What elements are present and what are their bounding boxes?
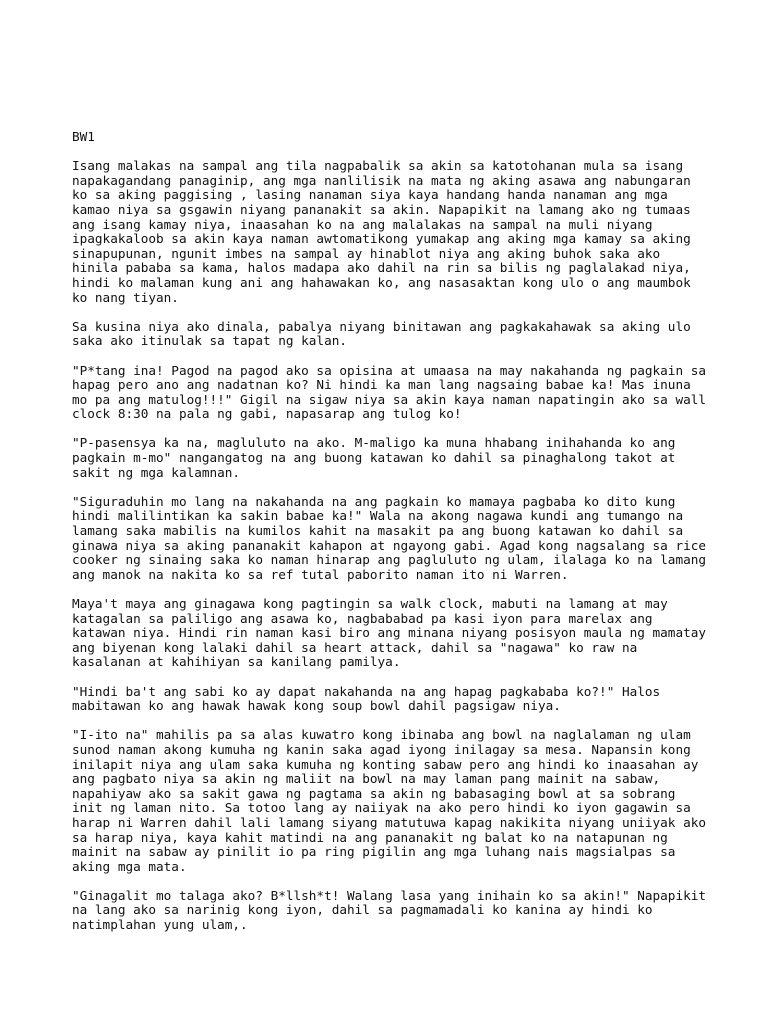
paragraph-line: "P*tang ina! Pagod na pagod ako sa opisina at umaasa na may nakahanda ng pagkain sa bbox=[72, 362, 706, 378]
paragraph-line: saka ako itinulak sa tapat ng kalan. bbox=[72, 333, 347, 349]
paragraph-line: hindi ko malaman kung ani ang hahawakan ko, ang nasasaktan kong ulo o ang maumbok bbox=[72, 274, 691, 290]
paragraph bbox=[72, 597, 712, 670]
paragraph-line: clock 8:30 na pala ng gabi, napasarap ang tulog ko! bbox=[72, 406, 462, 422]
paragraph-line: mainit na sabaw ay pinilit io pa ring pigilin ang mga luhang nais magsialpas sa bbox=[72, 844, 676, 860]
paragraph-line: Isang malakas na sampal ang tila nagpabalik sa akin sa katotohanan mula sa isang bbox=[72, 158, 684, 174]
paragraph-line: napahiyaw ako sa sakit gawa ng pagtama sa akin ng babasaging bowl at sa sobrang bbox=[72, 785, 676, 801]
paragraph-line: katawan niya. Hindi rin naman kasi biro ang minana niyang posisyon maula ng mamatay bbox=[72, 625, 706, 641]
paragraph-line: "I-ito na" mahilis pa sa alas kuwatro kong ibinaba ang bowl na naglalaman ng ulam bbox=[72, 727, 691, 743]
paragraph-line: pagkain m-mo" nangangatog na ang buong katawan ko dahil sa pinaghalong takot at bbox=[72, 450, 676, 466]
paragraph bbox=[72, 685, 712, 714]
paragraph-line: ang manok na nakita ko sa ref tutal paborito naman ito ni Warren. bbox=[72, 566, 569, 582]
paragraph-line: Sa kusina niya ako dinala, pabalya niyang binitawan ang pagkakahawak sa aking ulo bbox=[72, 318, 691, 334]
paragraph-line: lamang saka mabilis na kumilos kahit na masakit pa ang buong katawan ko dahil sa bbox=[72, 523, 684, 539]
paragraph-line: mabitawan ko ang hawak hawak kong soup bowl dahil pagsigaw niya. bbox=[72, 698, 561, 714]
paragraph bbox=[72, 320, 712, 349]
paragraph-line: Maya't maya ang ginagawa kong pagtingin sa walk clock, mabuti na lamang at may bbox=[72, 596, 668, 611]
paragraph-line: ginawa niya sa aking pananakit kahapon at ngayong gabi. Agad kong nagsalang sa rice bbox=[72, 537, 706, 553]
paragraph-line: ang biyenan kong lalaki dahil sa heart attack, dahil sa "nagawa" ko raw na bbox=[72, 639, 638, 655]
paragraph bbox=[72, 364, 712, 422]
paragraph-line: sa harap niya, kaya kahit matindi na ang pananakit ng balat ko na natapunan ng bbox=[72, 829, 668, 845]
paragraph-line: "P-pasensya ka na, magluluto na ako. M-maligo ka muna hhabang inihahanda ko ang bbox=[72, 435, 676, 451]
paragraph-line: sinapupunan, ngunit imbes na sampal ay hinablot niya ang aking buhok saka ako bbox=[72, 245, 661, 261]
paragraph-line: ipagkakaloob sa akin kaya naman awtomatikong yumakap ang aking mga kamay sa aking bbox=[72, 231, 691, 247]
paragraph-line: na lang ako sa narinig kong iyon, dahil sa pagmamadali ko kanina ay hindi ko bbox=[72, 902, 653, 918]
paragraph-line: "Ginagalit mo talaga ako? B*llsh*t! Walang lasa yang inihain ko sa akin!" Napapikit bbox=[72, 887, 706, 903]
document-page bbox=[72, 130, 712, 947]
paragraph-line: hinila pababa sa kama, halos madapa ako dahil na rin sa bilis ng paglalakad niya, bbox=[72, 260, 691, 276]
paragraph bbox=[72, 728, 712, 874]
paragraph-line: ko sa aking paggising , lasing nanaman siya kaya handang handa nanaman ang mga bbox=[72, 187, 668, 203]
paragraph-line: kamao niya sa gsgawin niyang pananakit sa akin. Napapikit na lamang ako ng tumaas bbox=[72, 201, 691, 217]
paragraph-line: napakagandang panaginip, ang mga nanlilisik na mata ng aking asawa ang nabungaran bbox=[72, 172, 691, 188]
paragraph-line: hapag pero ano ang nadatnan ko? Ni hindi ka man lang nagsaing babae ka! Mas inuna bbox=[72, 377, 691, 393]
paragraph bbox=[72, 889, 712, 933]
paragraph-line: "Hindi ba't ang sabi ko ay dapat nakahanda na ang hapag pagkababa ko?!" Halos bbox=[72, 683, 661, 699]
paragraph-line: kasalanan at kahihiyan sa kanilang pamilya. bbox=[72, 654, 401, 670]
paragraph bbox=[72, 436, 712, 480]
paragraph-line: cooker ng sinaing saka ko naman hinarap ang pagluluto ng ulam, ilalaga ko na lamang bbox=[72, 552, 706, 568]
paragraph-line: sunod naman akong kumuha ng kanin saka agad iyong inilagay sa mesa. Napansin kong bbox=[72, 741, 691, 757]
paragraph-line: ang pagbato niya sa akin ng maliit na bowl na may laman pang mainit na sabaw, bbox=[72, 771, 661, 787]
paragraph-line: ang isang kamay niya, inaasahan ko na ang malalakas na sampal na muli niyang bbox=[72, 216, 653, 232]
paragraph-line: hindi malilintikan ka sakin babae ka!" Wala na akong nagawa kundi ang tumango na bbox=[72, 508, 684, 524]
paragraph-line: ko nang tiyan. bbox=[72, 289, 179, 305]
document-title: BW1 bbox=[72, 129, 95, 144]
paragraph-line: harap ni Warren dahil lali lamang siyang matutuwa kapag nakikita niyang uniiyak ako bbox=[72, 814, 706, 830]
paragraph bbox=[72, 495, 712, 583]
paragraph-line: "Siguraduhin mo lang na nakahanda na ang pagkain ko mamaya pagbaba ko dito kung bbox=[72, 493, 676, 509]
paragraph-line: sakit ng mga kalamnan. bbox=[72, 464, 241, 480]
paragraph-line: aking mga mata. bbox=[72, 858, 187, 874]
paragraph-line: mo pa ang matulog!!!" Gigil na sigaw niya sa akin kaya naman napatingin ako sa wall bbox=[72, 391, 706, 407]
paragraph bbox=[72, 159, 712, 305]
paragraph-line: inilapit niya ang ulam saka kumuha ng konting sabaw pero ang hindi ko inaasahan ay bbox=[72, 756, 699, 772]
paragraph-line: katagalan sa paliligo ang asawa ko, nagbababad pa kasi iyon para marelax ang bbox=[72, 610, 653, 626]
paragraph-line: natimplahan yung ulam,. bbox=[72, 917, 248, 933]
paragraph-line: init ng laman nito. Sa totoo lang ay naiiyak na ako pero hindi ko iyon gagawin sa bbox=[72, 800, 691, 816]
document-body bbox=[72, 159, 712, 932]
